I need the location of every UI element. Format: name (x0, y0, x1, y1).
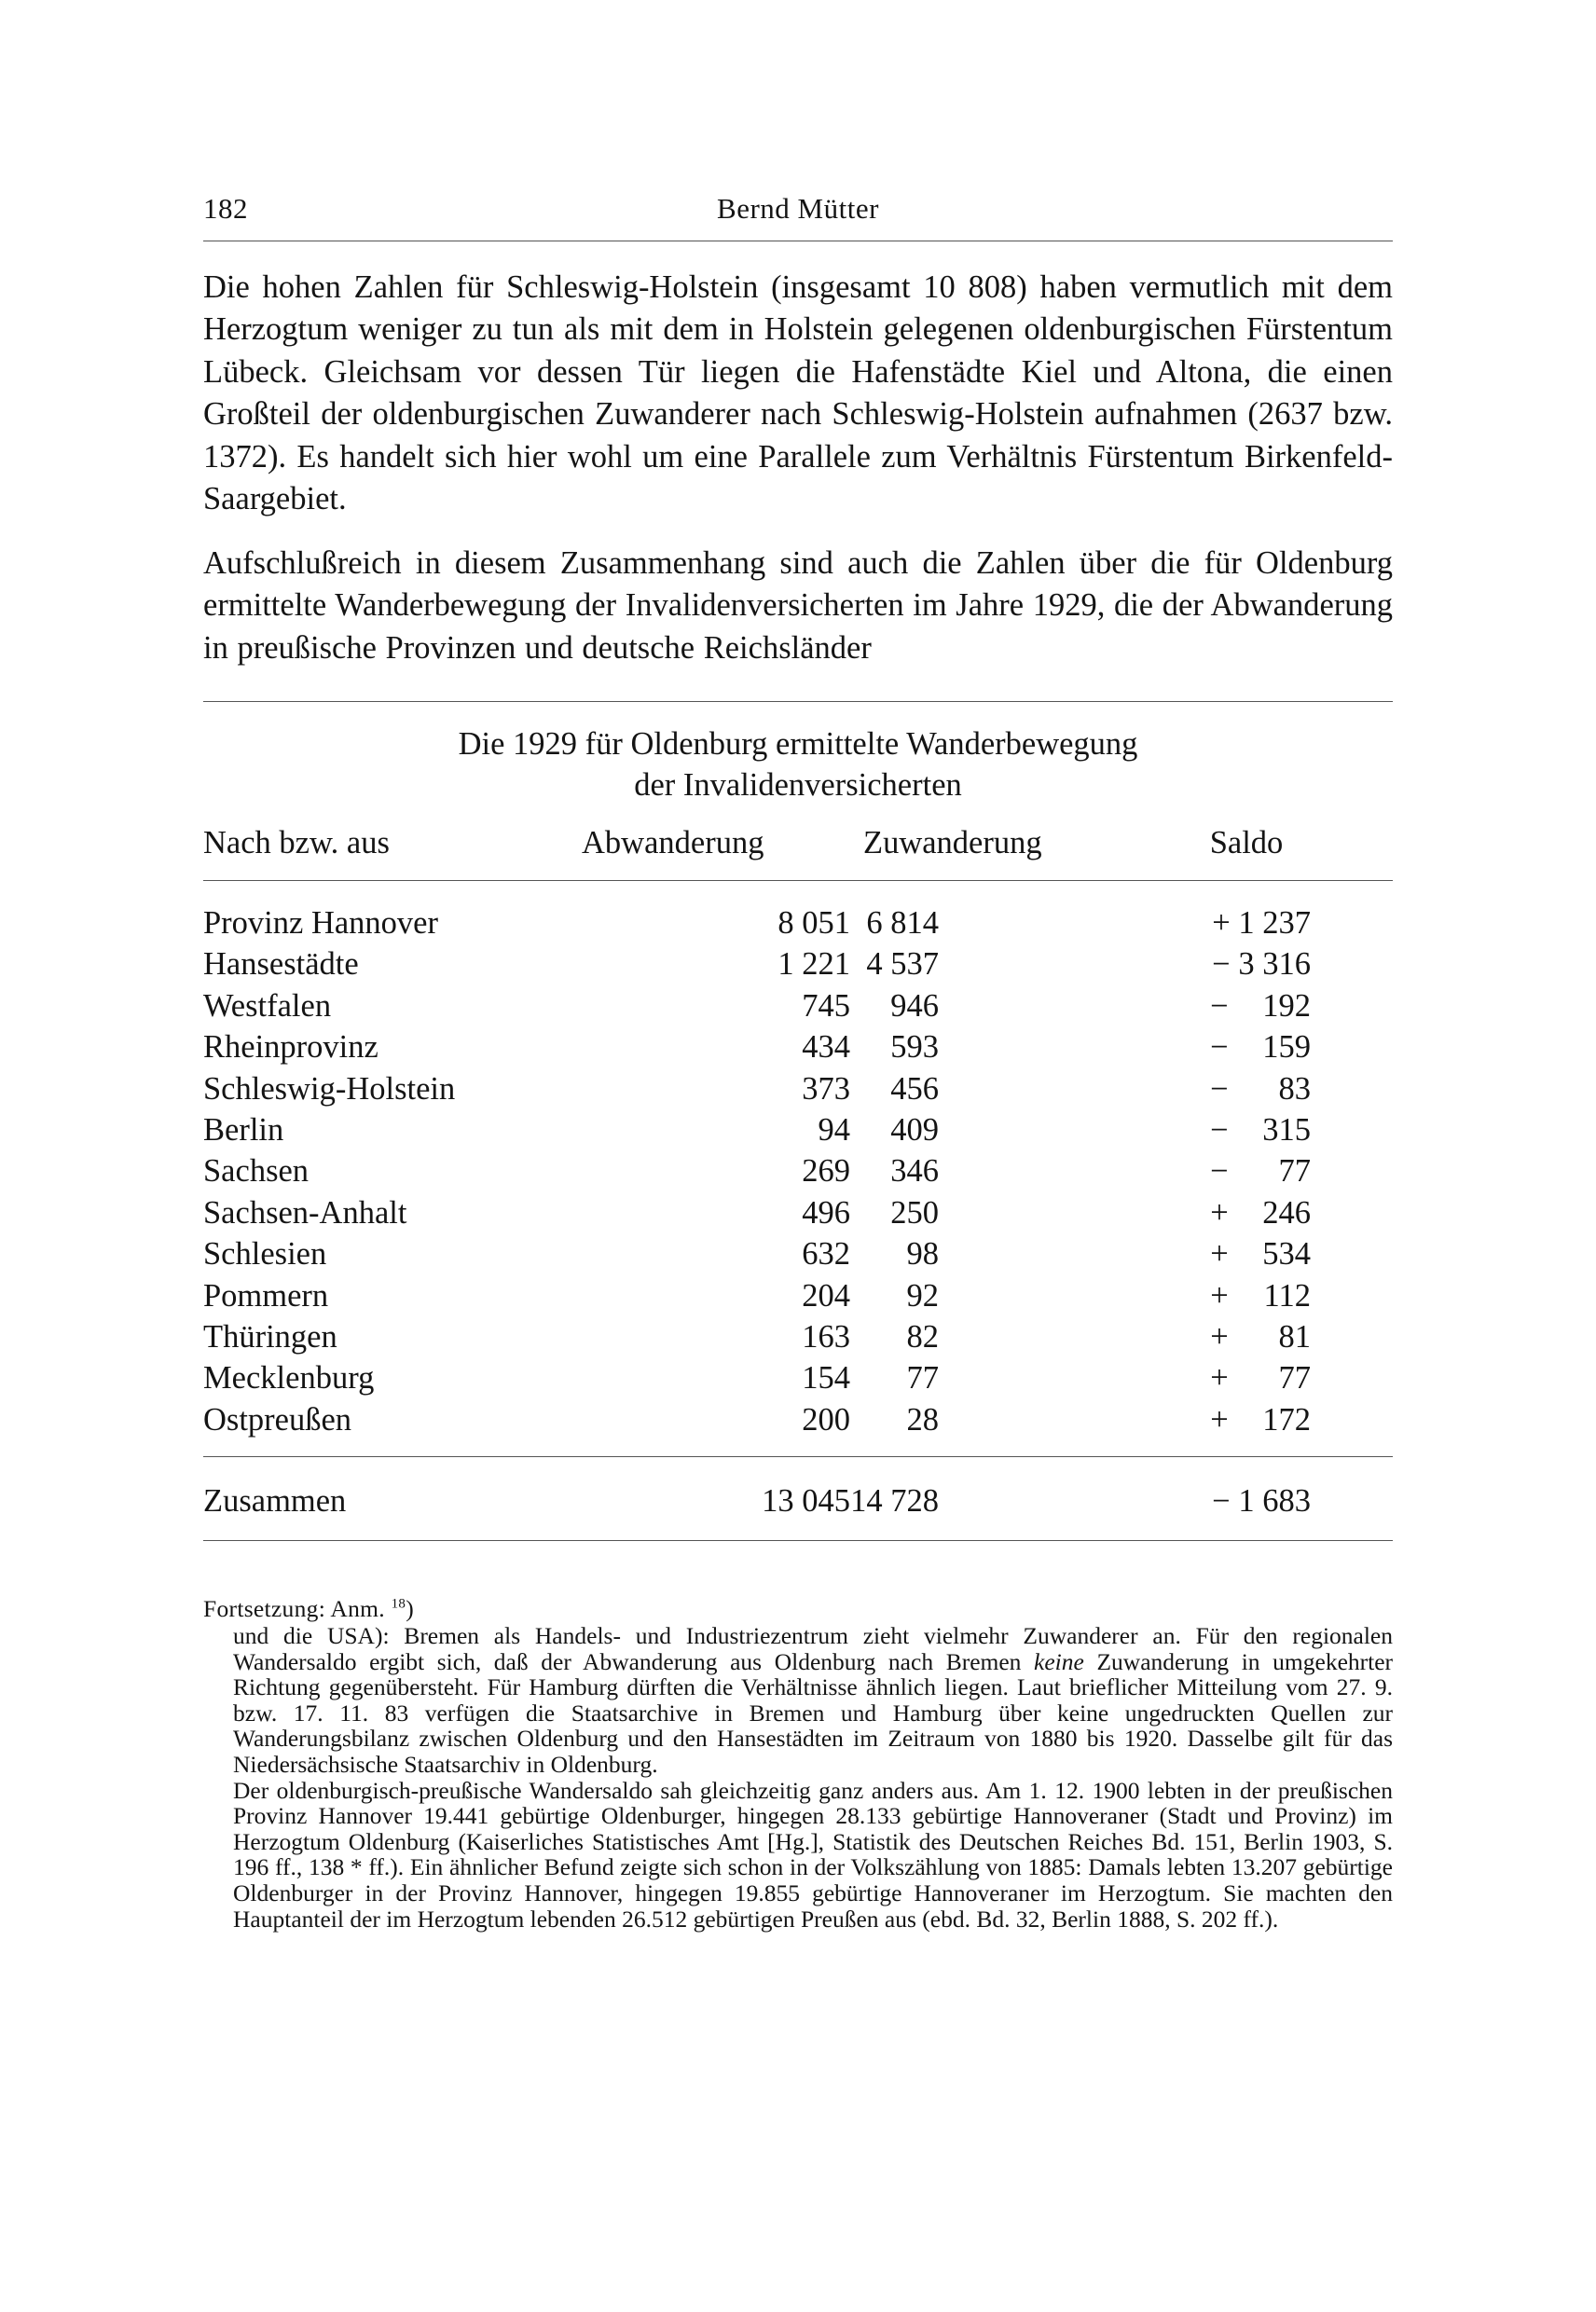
table-row (203, 1068, 1393, 1109)
table-body (203, 902, 1393, 1440)
row-saldo-sign: + (1210, 1318, 1229, 1355)
row-saldo: 534 (1262, 1236, 1311, 1273)
body-paragraph-1: Die hohen Zahlen für Schleswig-Holstein (insgesamt 10 808) haben vermutlich mit dem Herzogtum weniger zu tun als mit dem in Holstein gelegenen oldenburgischen Fürstentum Lübeck. Gleichsam vor dessen Tür liegen die Hafenstädte Kiel und Altona, die einen Großteil der oldenburgischen Zuwanderer nach Schleswig-Holstein aufnahmen (2637 bzw. 1372). Es handelt sich hier wohl um eine Parallele zum Verhältnis Fürstentum Birkenfeld-Saargebiet. (203, 269, 1393, 517)
row-saldo-sign: − (1210, 1111, 1229, 1148)
row-inflow: 434 (802, 1029, 850, 1066)
row-region-name: Pommern (203, 1277, 329, 1314)
row-inflow: 373 (802, 1070, 850, 1107)
row-inflow: 154 (802, 1360, 850, 1397)
row-saldo-sign: − (1210, 1070, 1229, 1107)
footnote-continuation-close: ) (406, 1595, 415, 1622)
row-outflow: 92 (906, 1277, 939, 1314)
row-region-name: Westfalen (203, 987, 332, 1024)
row-region-name: Provinz Hannover (203, 905, 438, 941)
row-outflow: 250 (890, 1194, 939, 1231)
table-row (203, 1275, 1393, 1316)
row-saldo-sign: + (1210, 1236, 1229, 1273)
column-header-inflow: Zuwanderung (863, 825, 1042, 860)
table-row (203, 902, 1393, 943)
row-inflow: 200 (802, 1401, 850, 1438)
row-saldo: 81 (1278, 1318, 1311, 1355)
row-inflow: 204 (802, 1277, 850, 1314)
row-saldo: 315 (1262, 1111, 1311, 1148)
row-saldo-sign: + (1210, 1360, 1229, 1397)
table-row (203, 1150, 1393, 1191)
table-row (203, 1026, 1393, 1067)
total-outflow: 14 728 (850, 1483, 939, 1519)
row-region-name: Schleswig-Holstein (203, 1070, 456, 1107)
column-header-from: Nach bzw. aus (203, 825, 390, 860)
footnote-reference: 18 (391, 1596, 406, 1612)
row-saldo-sign: + (1210, 1277, 1229, 1314)
row-saldo: 83 (1278, 1070, 1311, 1107)
row-outflow: 346 (890, 1153, 939, 1190)
table-header-rule (203, 880, 1393, 881)
table-row (203, 1316, 1393, 1357)
row-saldo: − 3 316 (1212, 946, 1311, 983)
footnote-continuation-label: Fortsetzung: Anm. (203, 1595, 385, 1622)
table-row (203, 1233, 1393, 1274)
table-title-line-1: Die 1929 für Oldenburg ermittelte Wanderbewegung (458, 726, 1138, 762)
footnote-paragraph-2: Der oldenburgisch-preußische Wandersaldo sah gleichzeitig ganz anders aus. Am 1. 12. 1900 lebten in der preußischen Provinz Hannover 19.441 gebürtige Oldenburger, hingegen 28.133 gebürtige Hannoveraner (Stadt und Provinz) im Herzogtum Oldenburg (Kaiserliches Statistisches Amt [Hg.], Statistik des Deutschen Reiches Bd. 151, Berlin 1903, S. 196 ff., 138 * ff.). Ein ähnlicher Befund zeigte sich schon in der Volkszählung von 1885: Damals lebten 13.207 gebürtige Oldenburger in der Provinz Hannover, hingegen 19.855 gebürtige Hannoveraner im Herzogtum. Sie machten den Hauptanteil der im Herzogtum lebenden 26.512 gebürtigen Preußen aus (ebd. Bd. 32, Berlin 1888, S. 202 ff.). (233, 1776, 1393, 1933)
footnote-paragraph-1 (233, 1623, 1393, 1778)
total-label: Zusammen (203, 1483, 347, 1519)
row-saldo: 192 (1262, 987, 1311, 1024)
row-inflow: 94 (818, 1111, 850, 1148)
row-saldo: 77 (1278, 1153, 1311, 1190)
row-outflow: 77 (906, 1360, 939, 1397)
row-outflow: 82 (906, 1318, 939, 1355)
row-saldo: 246 (1262, 1194, 1311, 1231)
row-region-name: Sachsen (203, 1153, 310, 1190)
row-region-name: Thüringen (203, 1318, 337, 1355)
row-inflow: 8 051 (777, 905, 850, 941)
row-outflow: 456 (890, 1070, 939, 1107)
body-paragraph-2: Aufschlußreich in diesem Zusammenhang sind auch die Zahlen über die für Oldenburg ermittelte Wanderbewegung der Invalidenversicherten im Jahre 1929, die der Abwanderung in preußische Provinzen und deutsche Reichsländer (203, 545, 1393, 666)
row-saldo: 112 (1263, 1277, 1311, 1314)
row-saldo: + 1 237 (1212, 905, 1311, 941)
row-region-name: Hansestädte (203, 946, 359, 983)
table-row (203, 1109, 1393, 1150)
row-outflow: 98 (906, 1236, 939, 1273)
running-head-author: Bernd Mütter (717, 192, 879, 225)
row-region-name: Sachsen-Anhalt (203, 1194, 407, 1231)
table-row (203, 943, 1393, 984)
table-row (203, 985, 1393, 1026)
page-number: 182 (203, 192, 248, 225)
row-outflow: 6 814 (866, 905, 939, 941)
footnote-text-run: Zuwanderung in umgekehrter Richtung gegenübersteht. Für Hamburg dürften die Verhältnisse ähnlich liegen. Laut brieflicher Mitteilung vom 27. 9. bzw. 17. 11. 83 verfügen die Staatsarchive in Bremen und Hamburg über keine ungedruckten Quellen zur Wanderungsbilanz zwischen Oldenburg und den Hansestädten im Zeitraum von 1880 bis 1920. Dasselbe gilt für das Niedersächsische Staatsarchiv in Oldenburg. (233, 1647, 1394, 1778)
total-inflow: 13 045 (762, 1483, 850, 1519)
row-region-name: Ostpreußen (203, 1401, 352, 1438)
row-saldo-sign: − (1210, 987, 1229, 1024)
row-inflow: 745 (802, 987, 850, 1024)
row-region-name: Berlin (203, 1111, 284, 1148)
row-inflow: 269 (802, 1153, 850, 1190)
row-saldo-sign: − (1210, 1029, 1229, 1066)
table-row (203, 1357, 1393, 1398)
row-outflow: 593 (890, 1029, 939, 1066)
row-region-name: Schlesien (203, 1236, 327, 1273)
row-saldo: 159 (1262, 1029, 1311, 1066)
row-outflow: 946 (890, 987, 939, 1024)
row-saldo-sign: + (1210, 1194, 1229, 1231)
table-row (203, 1192, 1393, 1233)
table-total-row (203, 1480, 1393, 1521)
row-inflow: 496 (802, 1194, 850, 1231)
row-saldo-sign: + (1210, 1401, 1229, 1438)
row-outflow: 4 537 (866, 946, 939, 983)
row-outflow: 409 (890, 1111, 939, 1148)
total-bottom-rule (203, 1540, 1393, 1541)
row-region-name: Rheinprovinz (203, 1029, 378, 1066)
footnote-text-run: und die USA): Bremen als Handels- und Industriezentrum zieht vielmehr Zuwanderer an. Für den regionalen Wandersaldo ergibt sich, daß der Abwanderung aus Oldenburg nach Bremen (233, 1622, 1393, 1675)
total-saldo: − 1 683 (1212, 1483, 1311, 1519)
column-header-saldo: Saldo (1209, 825, 1284, 860)
row-inflow: 1 221 (777, 946, 850, 983)
table-row (203, 1399, 1393, 1440)
table-title-line-2: der Invalidenversicherten (634, 767, 962, 803)
row-saldo: 77 (1278, 1360, 1311, 1397)
table-top-rule (203, 701, 1393, 702)
footnote-emphasis: keine (1034, 1647, 1084, 1675)
row-saldo: 172 (1262, 1401, 1311, 1438)
row-region-name: Mecklenburg (203, 1360, 375, 1397)
total-top-rule (203, 1456, 1393, 1457)
row-outflow: 28 (906, 1401, 939, 1438)
footnote-text (233, 1623, 1393, 1932)
row-inflow: 632 (802, 1236, 850, 1273)
row-inflow: 163 (802, 1318, 850, 1355)
column-header-outflow: Abwanderung (582, 825, 764, 860)
row-saldo-sign: − (1210, 1153, 1229, 1190)
table-title (203, 723, 1393, 805)
footnote-continuation (203, 1596, 414, 1622)
